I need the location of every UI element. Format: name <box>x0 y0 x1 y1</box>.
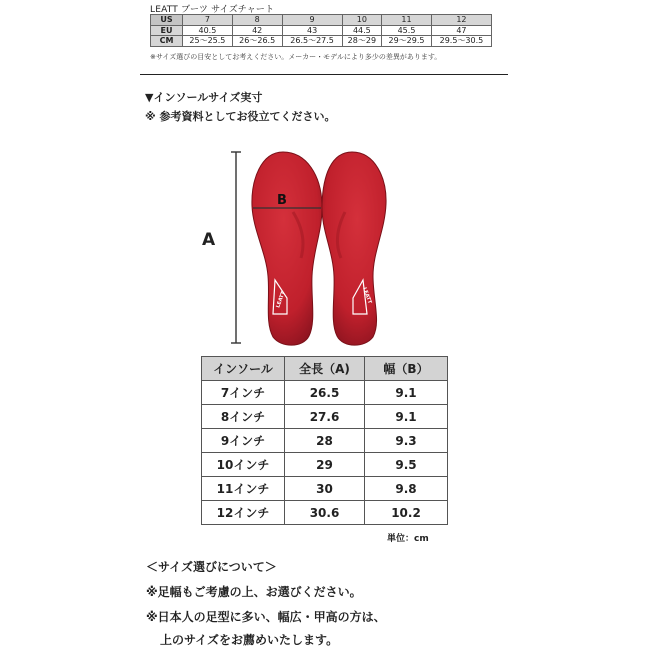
size-chart-cell: 12 <box>431 15 491 26</box>
size-chart-cell: 26～26.5 <box>232 36 282 47</box>
table-row <box>202 453 448 477</box>
size-chart-row-label: US <box>151 15 183 26</box>
table-row <box>202 429 448 453</box>
table-row <box>202 381 448 405</box>
size-chart-cell: 7 <box>183 15 233 26</box>
insole-width-cell: 10.2 <box>365 501 448 525</box>
size-chart-cell: 29.5～30.5 <box>431 36 491 47</box>
size-chart-cell: 43 <box>282 25 342 36</box>
size-chart-cell: 10 <box>342 15 382 26</box>
insole-length-cell: 30 <box>285 477 365 501</box>
size-chart-note: ※サイズ選びの目安としてお考えください。メーカー・モデルにより多少の差異があります。 <box>150 53 442 61</box>
insole-table-header-cell: インソール <box>202 357 285 381</box>
size-advice-line: ※日本人の足型に多い、幅広・甲高の方は、 <box>146 610 386 624</box>
size-chart-row-label: EU <box>151 25 183 36</box>
insole-table-header-cell: 全長（A) <box>285 357 365 381</box>
left-insole <box>252 152 322 345</box>
size-chart-cell: 9 <box>282 15 342 26</box>
insole-width-cell: 9.1 <box>365 381 448 405</box>
insole-table-header-cell: 幅（B） <box>365 357 448 381</box>
size-chart-cell: 11 <box>382 15 432 26</box>
insole-length-cell: 27.6 <box>285 405 365 429</box>
brand-mark-left: LEATT <box>275 290 287 309</box>
insole-size-cell: 10インチ <box>202 453 285 477</box>
size-chart-cell: 45.5 <box>382 25 432 36</box>
insole-section-heading: ▼インソールサイズ実寸 <box>145 91 263 104</box>
size-chart-cell: 44.5 <box>342 25 382 36</box>
size-chart-row-us <box>151 15 492 26</box>
size-advice-line: 上のサイズをお薦めいたします。 <box>160 633 339 647</box>
size-chart-cell: 28～29 <box>342 36 382 47</box>
size-chart-row-cm <box>151 36 492 47</box>
size-chart-title: LEATT ブーツ サイズチャート <box>150 5 275 15</box>
brand-mark-right: LEATT <box>361 286 373 305</box>
table-row <box>202 501 448 525</box>
size-chart-cell: 25～25.5 <box>183 36 233 47</box>
unit-note: 単位：cm <box>387 534 429 544</box>
size-chart-cell: 8 <box>232 15 282 26</box>
size-chart-cell: 26.5～27.5 <box>282 36 342 47</box>
insole-section-subheading: ※ 参考資料としてお役立てください。 <box>145 110 336 123</box>
insole-length-cell: 28 <box>285 429 365 453</box>
insole-length-cell: 29 <box>285 453 365 477</box>
insole-size-cell: 7インチ <box>202 381 285 405</box>
size-advice-line: ※足幅もご考慮の上、お選びください。 <box>146 585 362 599</box>
insole-photo <box>195 140 455 360</box>
insole-width-cell: 9.8 <box>365 477 448 501</box>
size-chart-row-eu <box>151 25 492 36</box>
insole-size-cell: 11インチ <box>202 477 285 501</box>
table-row <box>202 405 448 429</box>
boot-size-chart <box>150 14 492 47</box>
size-chart-cell: 40.5 <box>183 25 233 36</box>
size-chart-cell: 29～29.5 <box>382 36 432 47</box>
insole-length-cell: 30.6 <box>285 501 365 525</box>
insole-length-cell: 26.5 <box>285 381 365 405</box>
table-row <box>202 477 448 501</box>
insole-width-cell: 9.1 <box>365 405 448 429</box>
insole-width-cell: 9.3 <box>365 429 448 453</box>
size-chart-cell: 47 <box>431 25 491 36</box>
insole-length-label: A <box>202 230 216 250</box>
insole-size-table <box>201 356 448 525</box>
insole-table-header <box>202 357 448 381</box>
section-divider <box>140 74 508 75</box>
length-bracket <box>231 152 241 343</box>
right-insole <box>322 152 386 345</box>
insole-size-cell: 12インチ <box>202 501 285 525</box>
insole-width-cell: 9.5 <box>365 453 448 477</box>
insole-size-cell: 8インチ <box>202 405 285 429</box>
insole-size-cell: 9インチ <box>202 429 285 453</box>
insole-width-label: B <box>277 193 287 208</box>
size-chart-row-label: CM <box>151 36 183 47</box>
size-chart-cell: 42 <box>232 25 282 36</box>
size-advice-heading: ＜サイズ選びについて＞ <box>146 560 277 574</box>
